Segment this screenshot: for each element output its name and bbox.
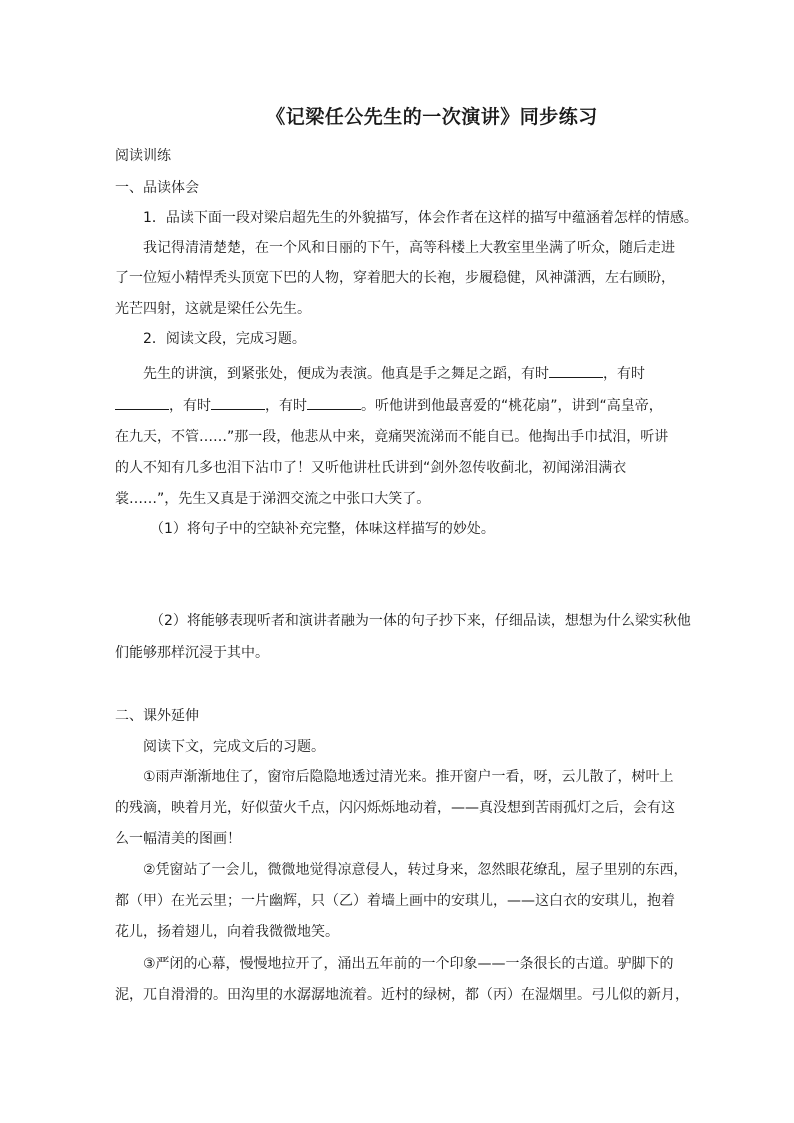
section-reading-label: 阅读训练 [115,148,171,164]
passage2-line-5: 裳……”，先生又真是于涕泗交流之中张口大笑了。 [115,491,431,507]
fill-blank-2[interactable] [115,395,169,410]
paragraph2-line-2: 都（甲）在光云里；一片幽辉，只（乙）着墙上画中的安琪儿，——这白衣的安琪儿，抱着 [115,893,675,909]
passage2-line-2 [115,395,663,416]
sub-question-2-line-1: （2）将能够表现听者和演讲者融为一体的句子抄下来，仔细品读，想想为什么梁实秋他 [150,613,691,629]
paragraph1-line-2: 的残滴，映着月光，好似萤火千点，闪闪烁烁地动着，——真没想到苦雨孤灯之后，会有这 [115,800,675,816]
paragraph1-line-3: 么一幅清美的图画！ [115,831,241,847]
fill-blank-4[interactable] [307,395,361,410]
passage1-line-3: 光芒四射，这就是梁任公先生。 [115,301,311,317]
passage1-line-1: 我记得清清楚楚，在一个风和日丽的下午，高等科楼上大教室里坐满了听众，随后走进 [143,240,675,256]
question-2: 2．阅读文段，完成习题。 [143,331,306,347]
part2-heading: 二、课外延伸 [115,708,199,724]
fill-blank-3[interactable] [211,395,265,410]
passage2-line-3: 在九天，不管……”那一段，他悲从中来，竟痛哭流涕而不能自已。他掏出手巾拭泪，听讲 [115,429,669,445]
passage2-text: ，有时 [603,366,645,382]
paragraph2-line-1: ②凭窗站了一会儿，微微地觉得凉意侵人，转过身来，忽然眼花缭乱，屋子里别的东西， [143,862,688,878]
passage2-text: ，有时 [169,398,211,414]
question-1: 1．品读下面一段对梁启超先生的外貌描写，体会作者在这样的描写中蕴涵着怎样的情感。 [143,210,698,226]
passage2-line-1 [143,363,645,384]
part1-heading: 一、品读体会 [115,180,199,196]
fill-blank-1[interactable] [549,363,603,378]
paragraph3-line-1: ③严闭的心幕，慢慢地拉开了，涌出五年前的一个印象——一条很长的古道。驴脚下的 [143,956,674,972]
passage2-text: 。听他讲到他最喜爱的“桃花扇”，讲到“高皇帝， [361,398,663,414]
sub-question-2-line-2: 们能够那样沉浸于其中。 [115,645,269,661]
passage2-text: 先生的讲演，到紧张处，便成为表演。他真是手之舞足之蹈，有时 [143,366,549,382]
sub-question-1: （1）将句子中的空缺补充完整，体味这样描写的妙处。 [150,521,495,537]
paragraph2-line-3: 花儿，扬着翅儿，向着我微微地笑。 [115,924,339,940]
document-title: 《记梁任公先生的一次演讲》同步练习 [266,106,598,128]
paragraph3-line-2: 泥，兀自滑滑的。田沟里的水潺潺地流着。近村的绿树，都（丙）在湿烟里。弓儿似的新月， [115,987,689,1003]
part2-intro: 阅读下文，完成文后的习题。 [143,739,325,755]
passage2-line-4: 的人不知有几多也泪下沾巾了！又听他讲杜氏讲到“剑外忽传收蓟北，初闻涕泪满衣 [115,460,627,476]
passage1-line-2: 了一位短小精悍秃头顶宽下巴的人物，穿着肥大的长袍，步履稳健，风神潇洒，左右顾盼， [115,270,675,286]
passage2-text: ，有时 [265,398,307,414]
paragraph1-line-1: ①雨声渐渐地住了，窗帘后隐隐地透过清光来。推开窗户一看，呀，云儿散了，树叶上 [143,769,674,785]
